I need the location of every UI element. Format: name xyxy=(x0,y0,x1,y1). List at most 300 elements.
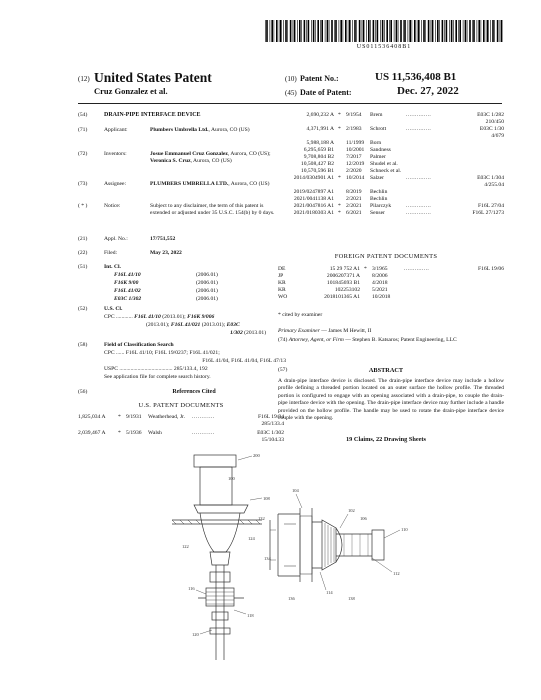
barcode-bar xyxy=(279,20,280,42)
intcl-label: Int. Cl. xyxy=(104,264,121,270)
uscl-cpc-label: CPC xyxy=(104,314,115,320)
table-row xyxy=(268,273,504,280)
barcode-bar xyxy=(276,20,278,42)
barcode-bar xyxy=(463,20,464,42)
table-row xyxy=(268,287,504,294)
appl-code: (21) xyxy=(78,236,88,242)
header-rule xyxy=(78,103,502,104)
foreign-number: 15 29 752 A1 xyxy=(329,266,360,272)
inventor-1-name: Josue Emmanuel Cruz Gonzalez xyxy=(150,151,228,157)
barcode-bar xyxy=(477,20,478,42)
barcode-bar xyxy=(414,20,416,42)
abstract-text: A drain-pipe interface device is disclosed. The drain-pipe interface device may include a hollow profile defining a threaded portion located on an outer surface the hollow profile. The threaded portion is configured to engage with an opening associated with a drain-pipe, to couple the drain-pipe interface device with the opening. The drain-pipe interface device may further include a handle provided on the hollow profile. The handle may be used to rotate the drain-pipe interface device couple with the opening. xyxy=(278,378,504,421)
barcode-bar xyxy=(325,20,326,42)
barcode-bar xyxy=(494,20,495,42)
applicant-location: , Aurora, CO (US) xyxy=(208,127,250,133)
barcode-bar xyxy=(467,20,468,42)
intcl-class: F16K 9/00 xyxy=(114,280,139,286)
barcode-bar xyxy=(409,20,411,42)
barcode-bar xyxy=(334,20,335,42)
ref-date: 6/2021 xyxy=(346,210,362,216)
drawing-reference-label: 118 xyxy=(247,613,254,618)
foreign-number: 101845693 B1 xyxy=(326,280,360,286)
intcl-class: F16L 41/02 xyxy=(114,288,141,294)
table-row xyxy=(268,126,504,133)
ref-star: * xyxy=(338,175,341,181)
barcode-bar xyxy=(343,20,344,42)
foreign-date: 5/2021 xyxy=(372,287,388,293)
date-label: Date of Patent: xyxy=(300,88,352,97)
barcode-bar xyxy=(398,20,399,42)
barcode-bar xyxy=(359,20,361,42)
barcode-bar xyxy=(412,20,413,42)
barcode-bar xyxy=(327,20,329,42)
foreign-country: KR xyxy=(278,280,286,286)
ref-number: 2021/0047816 A1 xyxy=(293,203,334,209)
barcode-bar xyxy=(335,20,337,42)
barcode-bar xyxy=(287,20,288,42)
foreign-country: WO xyxy=(278,294,288,300)
barcode-bar xyxy=(386,20,388,42)
table-row-continuation xyxy=(268,133,504,140)
ref-class: E03C 1/30 xyxy=(479,126,504,132)
primary-examiner xyxy=(278,328,504,335)
foreign-star: * xyxy=(364,266,367,272)
assignee-code: (73) xyxy=(78,181,88,187)
examiner-name: — James M Hewitt, II xyxy=(319,328,372,334)
pipe-section-view xyxy=(270,508,384,582)
leader-lines xyxy=(196,456,400,634)
barcode-bar xyxy=(373,20,375,42)
table-row xyxy=(268,175,504,182)
foreign-date: 10/2018 xyxy=(372,294,391,300)
uscl-cpc-line-1: CPC ............ F16L 41/10 (2013.01); F16K 9/006 xyxy=(104,314,215,320)
filed-date: May 23, 2022 xyxy=(150,250,182,256)
applicant-label: Applicant: xyxy=(104,127,128,133)
barcode-bar xyxy=(377,20,379,42)
barcode-bar xyxy=(266,20,268,42)
drawing-reference-label: 100 xyxy=(228,476,235,481)
barcode-bar xyxy=(446,20,448,42)
barcode-bar xyxy=(362,20,363,42)
ref-dots: .............. xyxy=(406,210,432,216)
barcode-bar xyxy=(370,20,371,42)
ref-class-2: 285/133.4 xyxy=(261,421,284,427)
table-row xyxy=(268,140,504,147)
barcode-bar xyxy=(299,20,301,42)
barcode-bar xyxy=(390,20,392,42)
ref-dots: .............. xyxy=(406,126,432,132)
drawing-reference-label: 200 xyxy=(253,453,260,458)
abstract-title: ABSTRACT xyxy=(368,367,404,374)
code-10: (10) xyxy=(285,75,297,83)
ref-name: Weatherhead, Jr. xyxy=(148,414,185,420)
foreign-number: 2006207371 A xyxy=(326,273,360,279)
barcode-bar xyxy=(331,20,333,42)
barcode-bar xyxy=(349,20,351,42)
barcode-bar xyxy=(465,20,467,42)
ref-name: Schrott xyxy=(370,126,387,132)
toilet-bowl xyxy=(200,513,240,552)
ref-class-2: 4/679 xyxy=(491,133,504,139)
code-45: (45) xyxy=(285,89,297,97)
inventor-2-name: Veronica S. Cruz xyxy=(150,158,191,165)
ref-date: 7/2017 xyxy=(346,154,362,160)
foreign-date: 8/2006 xyxy=(372,273,388,279)
ref-date: 2/2021 xyxy=(346,196,362,202)
drawing-reference-labels xyxy=(182,453,408,637)
barcode-bar xyxy=(356,20,357,42)
ref-date: 8/2019 xyxy=(346,189,362,195)
toilet-figure xyxy=(194,455,248,565)
table-row xyxy=(268,161,504,168)
barcode-bar xyxy=(297,20,298,42)
ref-star: * xyxy=(118,414,121,420)
intcl-version: (2006.01) xyxy=(196,296,218,302)
foreign-country: JP xyxy=(278,273,284,279)
ref-dots: .............. xyxy=(404,266,430,272)
ref-class: F16L 27/04 xyxy=(477,203,504,209)
barcode-bar xyxy=(490,20,491,42)
drawing-reference-label: 104 xyxy=(292,488,299,493)
barcode-bar xyxy=(285,20,287,42)
ref-name: Senser xyxy=(370,210,385,216)
barcode-bar xyxy=(308,20,310,42)
table-row xyxy=(268,294,504,301)
barcode-bar xyxy=(321,20,323,42)
ref-number: 2,690,232 A xyxy=(306,112,334,118)
ref-name: Schneck et al. xyxy=(370,168,402,174)
ref-name: Bechlin xyxy=(370,196,388,202)
toilet-base xyxy=(210,552,230,565)
table-row xyxy=(268,189,504,196)
inventors-value xyxy=(150,151,282,166)
toilet-seat xyxy=(194,505,248,513)
barcode-bar xyxy=(389,20,390,42)
uscl-class-4a: E03C xyxy=(226,322,240,328)
refs-code: (56) xyxy=(78,389,88,395)
ref-class-2: 15/104.33 xyxy=(261,437,284,443)
ref-date: 12/2019 xyxy=(346,161,365,167)
barcode-bar xyxy=(366,20,367,42)
attorney xyxy=(278,337,504,344)
ref-number: 2,039,467 A xyxy=(78,430,106,436)
assignee-value xyxy=(150,181,282,188)
barcode-bar xyxy=(500,20,501,42)
drawing-reference-label: 116 xyxy=(188,586,195,591)
ref-date: 9/1954 xyxy=(346,112,362,118)
barcode-bar xyxy=(408,20,409,42)
foreign-date: 3/1965 xyxy=(372,266,388,272)
barcode-bar xyxy=(375,20,376,42)
barcode-graphic xyxy=(265,20,503,42)
barcode-bar xyxy=(400,20,402,42)
inventors-code: (72) xyxy=(78,151,88,157)
uscl-ver-4: (2013.01) xyxy=(244,330,267,336)
ref-class: E03C 1/304 xyxy=(477,175,504,181)
ref-dots: ............ xyxy=(192,430,215,436)
barcode-bar xyxy=(394,20,395,42)
ref-class: F16L 27/1273 xyxy=(472,210,504,216)
drawing-reference-label: 136 xyxy=(288,596,295,601)
document-type: United States Patent xyxy=(94,70,212,85)
notice-text: Subject to any disclaimer, the term of this patent is extended or adjusted under 35 U.S.C. 154(b) by 0 days. xyxy=(150,203,275,217)
barcode-bar xyxy=(290,20,292,42)
barcode-bar xyxy=(368,20,370,42)
foreign-number: 102253102 xyxy=(334,287,360,293)
ref-date: 2/1983 xyxy=(346,126,362,132)
ref-dots: .............. xyxy=(406,112,432,118)
foreign-documents-title: FOREIGN PATENT DOCUMENTS xyxy=(334,253,438,260)
ref-class: E03C 1/302 xyxy=(257,430,284,436)
barcode-bar xyxy=(481,20,482,42)
ref-number: 2021/0180303 A1 xyxy=(293,210,334,216)
barcode-bar xyxy=(425,20,426,42)
notice-label: Notice: xyxy=(104,203,121,209)
uscl-ver-1: (2013.01); xyxy=(162,314,186,320)
table-row xyxy=(268,112,504,119)
barcode-bar xyxy=(459,20,461,42)
barcode-bar xyxy=(283,20,284,42)
barcode-bar xyxy=(458,20,459,42)
patent-number: US 11,536,408 B1 xyxy=(375,71,457,83)
ref-number: 10,570,596 B1 xyxy=(300,168,334,174)
ref-name: Shudel et al. xyxy=(370,161,398,167)
ref-class-2: 210/450 xyxy=(485,119,504,125)
barcode-bar xyxy=(431,20,432,42)
barcode-bar xyxy=(455,20,457,42)
barcode-bar xyxy=(497,20,499,42)
barcode-bar xyxy=(428,20,430,42)
uscl-code: (52) xyxy=(78,306,88,312)
ref-date: 10/2014 xyxy=(346,175,365,181)
ref-number: 5,988,188 A xyxy=(306,140,334,146)
foreign-country: DE xyxy=(278,266,286,272)
foreign-number: 2018101365 A1 xyxy=(324,294,360,300)
toilet-tank-lid xyxy=(194,455,236,467)
barcode-bar xyxy=(421,20,422,42)
barcode-bar xyxy=(301,20,302,42)
drawing-reference-label: 122 xyxy=(182,544,189,549)
barcode-bar xyxy=(270,20,271,42)
barcode-bar xyxy=(348,20,349,42)
barcode-bar xyxy=(472,20,473,42)
barcode-bar xyxy=(280,20,282,42)
barcode-bar xyxy=(444,20,445,42)
drawing-reference-label: 124 xyxy=(248,536,255,541)
ref-number: 2019/0247897 A1 xyxy=(293,189,334,195)
drawing-reference-label: 114 xyxy=(326,590,333,595)
barcode-bar xyxy=(306,20,307,42)
table-row xyxy=(268,147,504,154)
barcode-bar xyxy=(339,20,340,42)
barcode-bar xyxy=(340,20,342,42)
applicant-value xyxy=(150,127,282,134)
filed-code: (22) xyxy=(78,250,88,256)
title-code: (54) xyxy=(78,112,88,118)
barcode-bar xyxy=(274,20,275,42)
uscl-ver-3: (2013.01); xyxy=(201,322,226,328)
barcode-bar xyxy=(483,20,485,42)
barcode-bar xyxy=(304,20,306,42)
ref-star: * xyxy=(338,203,341,209)
barcode-bar xyxy=(271,20,273,42)
barcode-bar xyxy=(432,20,434,42)
uscl-class-3: F16L 41/021 xyxy=(170,322,201,328)
barcode-bar xyxy=(380,20,381,42)
barcode-bar xyxy=(501,20,503,42)
attorney-code: (74) xyxy=(278,337,288,343)
foreign-country: KR xyxy=(278,287,286,293)
patent-date: Dec. 27, 2022 xyxy=(397,85,459,97)
barcode-bar xyxy=(352,20,353,42)
barcode-bar xyxy=(423,20,425,42)
code-12: (12) xyxy=(78,75,90,83)
ref-date: 2/2020 xyxy=(346,168,362,174)
toilet-tank xyxy=(200,467,232,505)
field-cpc-2: F16L 41/04, F16L 41/04, F16L 47/13 xyxy=(202,358,286,364)
barcode-bar xyxy=(492,20,494,42)
inventor-2-location: , Aurora, CO (US) xyxy=(190,158,232,165)
ref-class-2: 4/255.04 xyxy=(484,182,504,188)
barcode-bar xyxy=(451,20,453,42)
ref-name: Walsh xyxy=(148,430,162,436)
barcode-bar xyxy=(403,20,404,42)
field-uspc: USPC ...................................... 285/133.4, 192 xyxy=(104,366,208,372)
barcode-bar xyxy=(435,20,436,42)
table-row-continuation xyxy=(268,182,504,189)
barcode-bar xyxy=(487,20,489,42)
barcode-bar xyxy=(396,20,398,42)
ref-star: * xyxy=(338,126,341,132)
inventors-label: Inventors: xyxy=(104,151,127,157)
uscl-class-2: F16K 9/006 xyxy=(187,314,215,320)
claims-count: 19 Claims, 22 Drawing Sheets xyxy=(346,436,426,443)
intcl-version: (2006.01) xyxy=(196,288,218,294)
drawing-reference-label: 110 xyxy=(401,527,408,532)
table-row xyxy=(268,210,504,217)
uscl-label: U.S. Cl. xyxy=(104,306,123,312)
uscl-ver-2: (2013.01); xyxy=(146,322,170,328)
barcode-bar xyxy=(486,20,487,42)
ref-date: 11/1999 xyxy=(346,140,365,146)
ref-number: 2014/0304901 A1 xyxy=(293,175,334,181)
barcode-bar xyxy=(404,20,406,42)
barcode-bar xyxy=(437,20,439,42)
inventor-short: Cruz Gonzalez et al. xyxy=(94,86,168,96)
table-row xyxy=(268,266,504,273)
barcode-bar xyxy=(469,20,471,42)
examiner-label: Primary Examiner xyxy=(278,328,320,334)
barcode-bar xyxy=(442,20,444,42)
refs-label: References Cited xyxy=(172,389,216,395)
barcode-bar xyxy=(317,20,319,42)
appl-number: 17/751,552 xyxy=(150,236,176,242)
barcode-bar xyxy=(473,20,475,42)
ref-name: Born xyxy=(370,140,382,146)
barcode-bar xyxy=(384,20,385,42)
field-code: (58) xyxy=(78,342,88,348)
barcode-bar xyxy=(382,20,384,42)
barcode-bar xyxy=(478,20,480,42)
barcode-bar xyxy=(439,20,440,42)
barcode-number: US011536408B1 xyxy=(356,44,412,50)
ref-date: 10/2001 xyxy=(346,147,365,153)
barcode-bar xyxy=(363,20,365,42)
inventor-1-location: , Aurora, CO (US); xyxy=(227,151,271,157)
barcode-bar xyxy=(315,20,316,42)
intcl-version: (2006.01) xyxy=(196,280,218,286)
ref-number: 9,708,804 B2 xyxy=(303,154,334,160)
ref-number: 1,825,034 A xyxy=(78,414,106,420)
interface-device xyxy=(206,588,234,606)
field-see: See application file for complete search history. xyxy=(104,374,211,380)
ref-name: Pilarczyk xyxy=(370,203,392,209)
barcode-bar xyxy=(453,20,454,42)
ref-name: Bechlin xyxy=(370,189,388,195)
table-row xyxy=(268,203,504,210)
drawing-reference-label: 106 xyxy=(360,516,367,521)
intcl-code: (51) xyxy=(78,264,88,270)
table-row xyxy=(268,196,504,203)
applicant-code: (71) xyxy=(78,127,88,133)
barcode-bar xyxy=(313,20,315,42)
drawing-reference-label: 120 xyxy=(192,632,199,637)
barcode-bar xyxy=(320,20,321,42)
drawing-reference-label: 138 xyxy=(348,596,355,601)
drain-pipe xyxy=(198,565,244,660)
assignee-name: PLUMBERS UMBRELLA LTD. xyxy=(150,181,229,187)
ref-date: 9/1931 xyxy=(126,414,142,420)
ref-date: 5/1936 xyxy=(126,430,142,436)
drawing-reference-label: 132 xyxy=(258,516,265,521)
ref-dots: .............. xyxy=(406,175,432,181)
attorney-name: — Stephen B. Katsaros; Patent Engineering, LLC xyxy=(343,337,457,343)
ref-number: 2021/0041138 A1 xyxy=(293,196,334,202)
filed-label: Filed: xyxy=(104,250,118,256)
cited-by-examiner: * cited by examiner xyxy=(278,312,323,318)
ref-dots: .............. xyxy=(406,203,432,209)
ref-star: * xyxy=(338,210,341,216)
ref-number: 10,508,427 B2 xyxy=(300,161,334,167)
patent-title: DRAIN-PIPE INTERFACE DEVICE xyxy=(104,112,201,118)
barcode-bar xyxy=(449,20,450,42)
assignee-label: Assignee: xyxy=(104,181,127,187)
field-label: Field of Classification Search xyxy=(104,342,174,348)
ref-dots: ............ xyxy=(192,414,215,420)
ref-class: E03C 1/282 xyxy=(477,112,504,118)
patent-no-label: Patent No.: xyxy=(300,74,339,83)
table-row xyxy=(78,414,284,430)
drawing-reference-label: 134 xyxy=(264,556,271,561)
intcl-class: E03C 1/302 xyxy=(114,296,142,302)
floor-section xyxy=(172,520,262,524)
ref-number: 6,295,659 B1 xyxy=(303,147,334,153)
ref-name: Salzer xyxy=(370,175,384,181)
appl-label: Appl. No.: xyxy=(104,236,128,242)
uscl-class-4b: 1/302 xyxy=(230,330,243,336)
drawing-reference-label: 112 xyxy=(393,571,400,576)
assignee-location: , Aurora, CO (US) xyxy=(228,181,270,187)
table-row-continuation xyxy=(268,119,504,126)
ref-number: 4,371,991 A xyxy=(306,126,334,132)
barcode-bar xyxy=(294,20,296,42)
ref-date: 2/2021 xyxy=(346,203,362,209)
table-row xyxy=(268,168,504,175)
barcode-bar xyxy=(311,20,312,42)
barcode-bar xyxy=(354,20,356,42)
barcode-bar xyxy=(293,20,294,42)
